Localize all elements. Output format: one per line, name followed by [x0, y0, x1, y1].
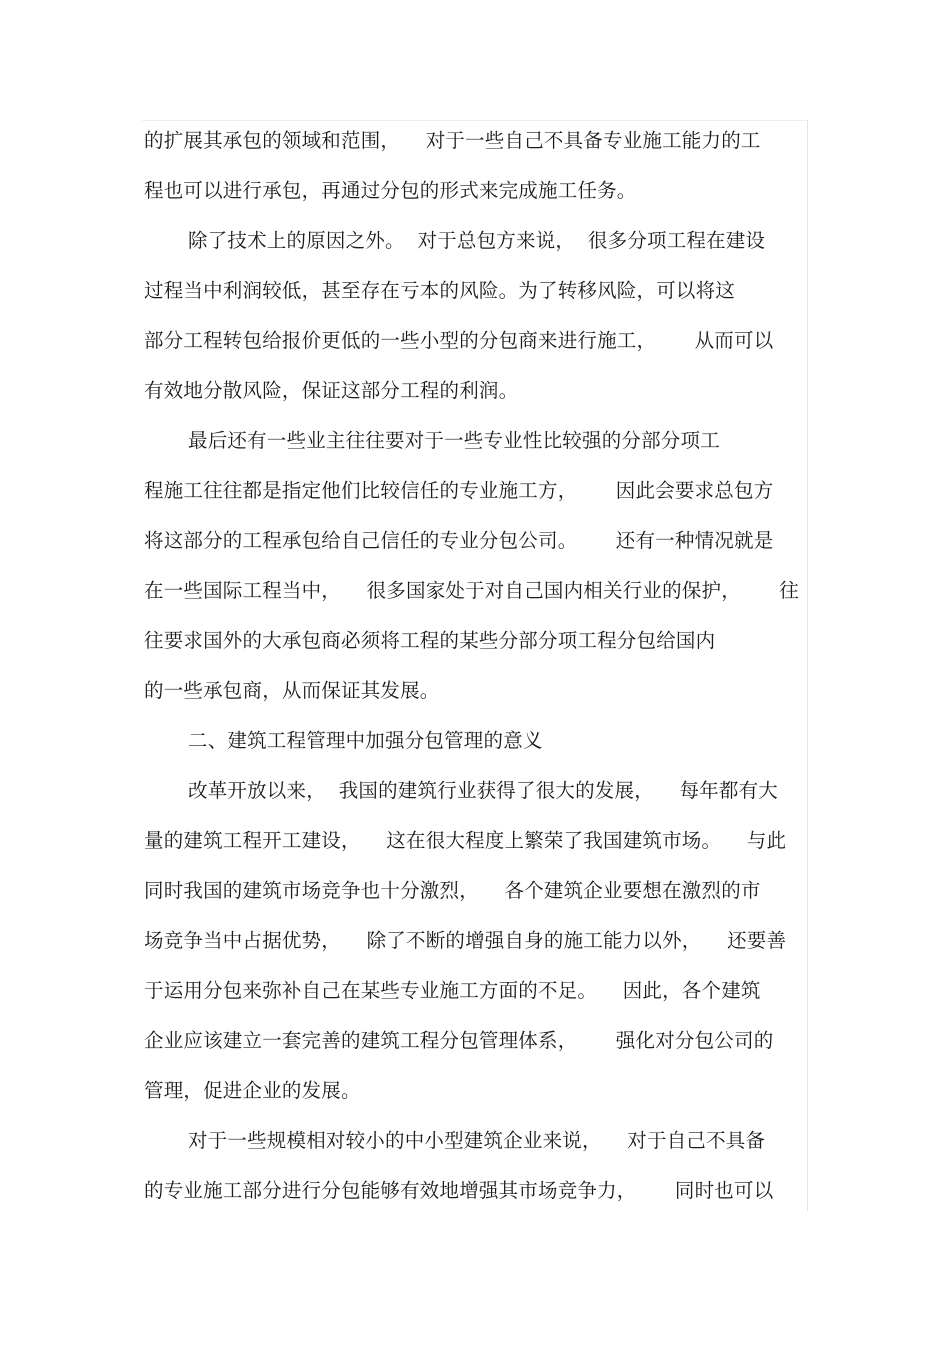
- document-body: [144, 116, 808, 1216]
- text-line: 的专业施工部分进行分包能够有效地增强其市场竞争力， 同时也可以: [144, 1179, 774, 1202]
- text-line: 同时我国的建筑市场竞争也十分激烈， 各个建筑企业要想在激烈的市: [144, 879, 761, 902]
- text-line: 有效地分散风险，保证这部分工程的利润。: [144, 379, 519, 402]
- paragraph-first-line: 改革开放以来， 我国的建筑行业获得了很大的发展， 每年都有大: [188, 779, 778, 802]
- text-line: 往要求国外的大承包商必须将工程的某些分部分项工程分包给国内: [144, 629, 716, 652]
- text-line: 于运用分包来弥补自己在某些专业施工方面的不足。 因此，各个建筑: [144, 979, 761, 1002]
- text-line: 场竞争当中占据优势， 除了不断的增强自身的施工能力以外， 还要善: [144, 929, 787, 952]
- section-heading: 二、建筑工程管理中加强分包管理的意义: [188, 729, 543, 752]
- text-line: 程施工往往都是指定他们比较信任的专业施工方， 因此会要求总包方: [144, 479, 774, 502]
- paragraph-first-line: 除了技术上的原因之外。 对于总包方来说， 很多分项工程在建设: [188, 229, 766, 252]
- text-line: 的一些承包商，从而保证其发展。: [144, 679, 440, 702]
- text-line: 在一些国际工程当中， 很多国家处于对自己国内相关行业的保护， 往: [144, 579, 799, 602]
- paragraph-first-line: 最后还有一些业主往往要对于一些专业性比较强的分部分项工: [188, 429, 720, 452]
- text-line: 企业应该建立一套完善的建筑工程分包管理体系， 强化对分包公司的: [144, 1029, 774, 1052]
- text-line: 管理，促进企业的发展。: [144, 1079, 361, 1102]
- text-line: 的扩展其承包的领域和范围， 对于一些自己不具备专业施工能力的工: [144, 129, 761, 152]
- text-line: 量的建筑工程开工建设， 这在很大程度上繁荣了我国建筑市场。 与此: [144, 829, 787, 852]
- paragraph-first-line: 对于一些规模相对较小的中小型建筑企业来说， 对于自己不具备: [188, 1129, 766, 1152]
- text-line: 将这部分的工程承包给自己信任的专业分包公司。 还有一种情况就是: [144, 529, 774, 552]
- text-line: 部分工程转包给报价更低的一些小型的分包商来进行施工， 从而可以: [144, 329, 774, 352]
- text-line: 程也可以进行承包，再通过分包的形式来完成施工任务。: [144, 179, 637, 202]
- text-line: 过程当中利润较低，甚至存在亏本的风险。为了转移风险，可以将这: [144, 279, 736, 302]
